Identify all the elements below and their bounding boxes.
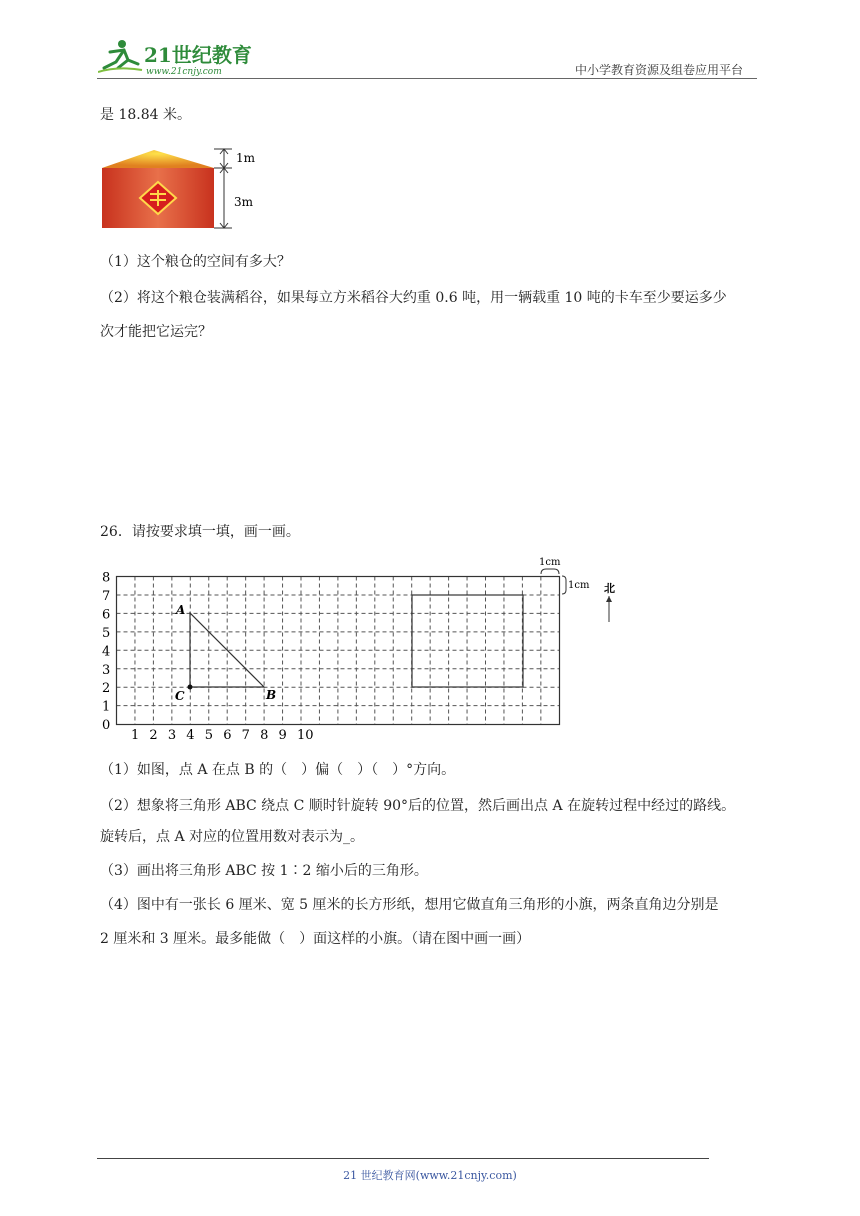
y-tick-label: 6 — [102, 607, 111, 623]
unit-label-h: 1cm — [539, 557, 561, 568]
y-tick-label: 2 — [102, 681, 111, 697]
x-tick-label: 8 — [260, 728, 269, 743]
header-platform-text: 中小学教育资源及组卷应用平台 — [575, 63, 744, 77]
y-tick-label: 8 — [102, 570, 111, 586]
unit-label-v: 1cm — [568, 580, 590, 591]
q25-tail-text: 是 18.84 米。 — [100, 107, 191, 123]
unit-brace-h — [541, 569, 559, 574]
q26-sub2-line1: （2）想象将三角形 ABC 绕点 C 顺时针旋转 90°后的位置，然后画出点 A 在旋转过程中经过的路线。 — [100, 798, 736, 814]
q26-sub2-line2: 旋转后，点 A 对应的位置用数对表示为_。 — [100, 829, 365, 845]
x-tick-label: 6 — [223, 728, 232, 743]
q25-sub2-line2: 次才能把它运完？ — [100, 324, 212, 340]
q26-sub1: （1）如图，点 A 在点 B 的（ ）偏（ ）（ ）°方向。 — [100, 762, 456, 778]
dim-top-label: 1m — [236, 151, 256, 165]
y-tick-label: 3 — [102, 662, 111, 678]
unit-brace-v — [562, 576, 566, 594]
y-tick-label: 0 — [102, 718, 111, 734]
x-tick-label: 4 — [186, 728, 195, 743]
header-divider — [97, 78, 757, 79]
footer-divider — [97, 1158, 709, 1159]
north-label: 北 — [604, 582, 615, 595]
y-tick-label: 5 — [102, 625, 111, 641]
logo-url: www.21cnjy.com — [146, 67, 222, 77]
x-tick-label: 7 — [241, 728, 250, 743]
q26-sub4-line1: （4）图中有一张长 6 厘米、宽 5 厘米的长方形纸，想用它做直角三角形的小旗，两条直角边分别是 — [100, 897, 719, 913]
logo-title: 21世纪教育 — [144, 43, 252, 67]
x-tick-label: 10 — [297, 728, 314, 743]
point-c-label: C — [175, 689, 185, 703]
footer-text: 21 世纪教育网(www.21cnjy.com) — [343, 1169, 517, 1182]
granary-roof — [102, 150, 214, 168]
y-tick-label: 7 — [102, 588, 111, 604]
q26-sub3: （3）画出将三角形 ABC 按 1∶2 缩小后的三角形。 — [100, 863, 428, 879]
y-tick-label: 1 — [102, 699, 111, 715]
x-tick-label: 5 — [204, 728, 214, 743]
runner-icon — [98, 40, 142, 72]
granary-figure — [98, 144, 268, 238]
x-tick-label: 2 — [149, 728, 158, 743]
site-logo — [98, 38, 268, 78]
x-tick-label: 9 — [278, 728, 287, 743]
dim-bottom-label: 3m — [234, 195, 254, 209]
point-a-label: A — [176, 603, 186, 617]
x-tick-label: 3 — [167, 728, 177, 743]
y-tick-label: 4 — [102, 644, 111, 660]
x-tick-label: 1 — [130, 728, 140, 743]
coordinate-grid-figure — [98, 552, 628, 751]
q25-sub2-line1: （2）将这个粮仓装满稻谷，如果每立方米稻谷大约重 0.6 吨，用一辆载重 10 吨的卡车至少要运多少 — [100, 290, 727, 306]
q26-title: 26．请按要求填一填，画一画。 — [100, 524, 300, 540]
q25-sub1: （1）这个粮仓的空间有多大？ — [100, 254, 291, 270]
point-b-label: B — [266, 688, 277, 702]
q26-sub4-line2: 2 厘米和 3 厘米。最多能做（ ）面这样的小旗。（请在图中画一画） — [100, 931, 531, 947]
point-c-dot — [188, 685, 193, 690]
